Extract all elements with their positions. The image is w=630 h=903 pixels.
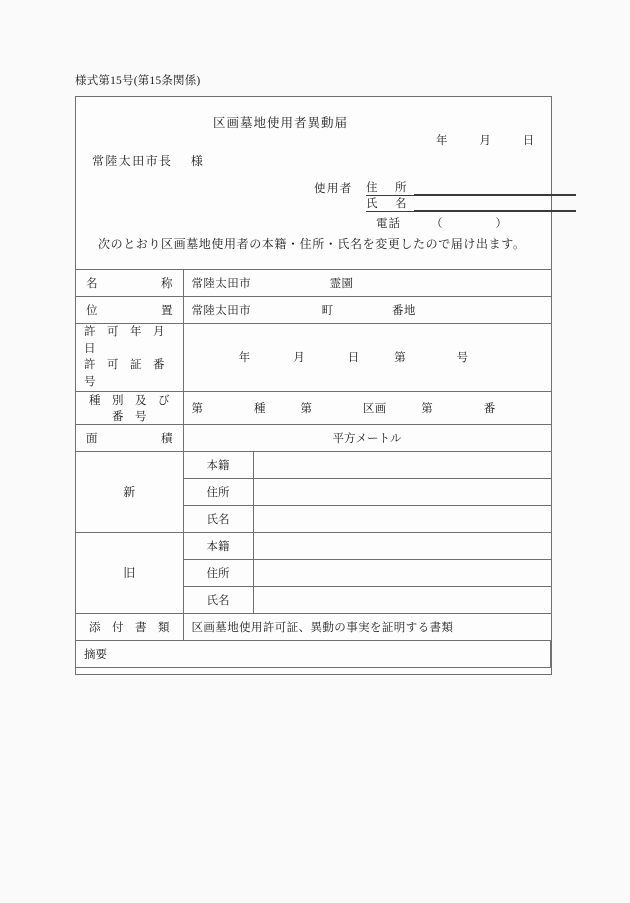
row-value-type-ban: 番 (483, 402, 496, 415)
applicant-name-field[interactable] (366, 195, 576, 212)
row-value-permit[interactable] (183, 324, 551, 392)
date-line (436, 132, 535, 148)
table-row-old-honseki (76, 532, 551, 559)
addressee-name: 常陸太田市長 (92, 154, 173, 168)
row-label-name-char2: 称 (161, 278, 173, 290)
form-sheet (75, 96, 552, 675)
row-label-location (76, 297, 183, 324)
group-label-new: 新 (76, 451, 183, 532)
row-value-name[interactable] (183, 270, 551, 297)
date-year-label: 年 (436, 135, 448, 147)
sub-value-old-address[interactable] (253, 559, 551, 586)
sub-value-old-honseki[interactable] (253, 532, 551, 559)
date-month-label: 月 (479, 135, 492, 147)
applicant-name-rule (414, 195, 576, 211)
row-value-type-number[interactable] (183, 391, 551, 424)
row-value-type-kukaku: 区画 (362, 402, 387, 415)
sub-label-new-honseki: 本籍 (183, 451, 253, 478)
row-value-permit-day: 日 (347, 352, 360, 365)
row-value-attachments: 区画墓地使用許可証、異動の事実を証明する書類 (183, 613, 551, 640)
form-table (76, 269, 551, 668)
row-value-type-dai1: 第 (191, 402, 204, 415)
applicant-tel-row (314, 214, 576, 231)
table-row-remarks (76, 640, 551, 667)
sub-label-old-honseki: 本籍 (183, 532, 253, 559)
row-label-location-char1: 位 (86, 305, 98, 317)
row-label-location-char2: 置 (161, 305, 173, 317)
applicant-address-rule (414, 179, 576, 195)
document-title-text: 区画墓地使用者異動届 (212, 116, 348, 130)
applicant-name-label: 氏 名 (366, 198, 410, 210)
row-value-permit-month: 月 (293, 352, 306, 365)
form-header-area (76, 97, 551, 269)
table-row-new-honseki (76, 451, 551, 478)
statement-text: 次のとおり区画墓地使用者の本籍・住所・氏名を変更したので届け出ます。 (98, 237, 526, 251)
sub-label-old-name: 氏名 (183, 586, 253, 613)
table-row-name (76, 270, 551, 297)
row-remarks-cell[interactable] (76, 640, 551, 667)
sub-value-old-name[interactable] (253, 586, 551, 613)
addressee-honorific: 様 (190, 154, 205, 168)
row-value-type-dai2: 第 (300, 402, 313, 415)
row-label-type-number: 種 別 及 び 番 号 (76, 391, 183, 424)
applicant-name-row (314, 196, 576, 212)
row-value-permit-year: 年 (238, 352, 251, 365)
row-value-location[interactable] (183, 297, 551, 324)
applicant-label: 使用者 (314, 183, 353, 195)
row-label-permit-line1: 許 可 年 月 日 (84, 326, 176, 355)
row-label-remarks: 摘要 (84, 648, 107, 661)
row-value-permit-go: 号 (456, 352, 469, 365)
row-value-name-cemetery: 霊園 (329, 278, 354, 290)
row-label-name-char1: 名 (86, 278, 98, 290)
applicant-address-row (314, 180, 576, 196)
row-value-area[interactable]: 平方メートル (183, 424, 551, 451)
applicant-address-field[interactable] (366, 179, 576, 196)
sub-value-new-honseki[interactable] (253, 451, 551, 478)
row-label-area-char2: 積 (161, 432, 173, 445)
applicant-block (314, 180, 576, 231)
applicant-address-label: 住 所 (366, 182, 410, 194)
sub-value-new-name[interactable] (253, 505, 551, 532)
table-row-attachments (76, 613, 551, 640)
sub-label-new-address: 住所 (183, 478, 253, 505)
table-row-type-number (76, 391, 551, 424)
applicant-tel-field[interactable]: （ ） (431, 218, 517, 230)
sub-value-new-address[interactable] (253, 478, 551, 505)
document-title (76, 113, 551, 131)
table-row-permit (76, 324, 551, 392)
date-day-label: 日 (522, 135, 535, 147)
table-row-area (76, 424, 551, 451)
sub-label-old-address: 住所 (183, 559, 253, 586)
sub-label-new-name: 氏名 (183, 505, 253, 532)
row-label-area (76, 424, 183, 451)
row-value-type-dai3: 第 (421, 402, 434, 415)
addressee-line (92, 152, 204, 169)
row-label-name (76, 270, 183, 297)
row-label-attachments: 添 付 書 類 (76, 613, 183, 640)
row-value-type-shu: 種 (253, 402, 266, 415)
row-value-location-banchi: 番地 (392, 305, 416, 317)
row-value-location-town: 町 (321, 305, 334, 317)
row-value-location-city: 常陸太田市 (191, 305, 251, 317)
group-label-old: 旧 (76, 532, 183, 613)
row-label-area-char1: 面 (86, 432, 98, 445)
row-value-name-city: 常陸太田市 (191, 278, 251, 290)
row-value-permit-dai: 第 (394, 352, 407, 365)
form-number: 様式第15号(第15条関係) (75, 75, 201, 87)
row-label-permit-line2: 許 可 証 番 号 (84, 359, 176, 389)
table-row-location (76, 297, 551, 324)
row-label-permit (76, 324, 183, 392)
applicant-tel-label: 電話 (376, 218, 401, 230)
